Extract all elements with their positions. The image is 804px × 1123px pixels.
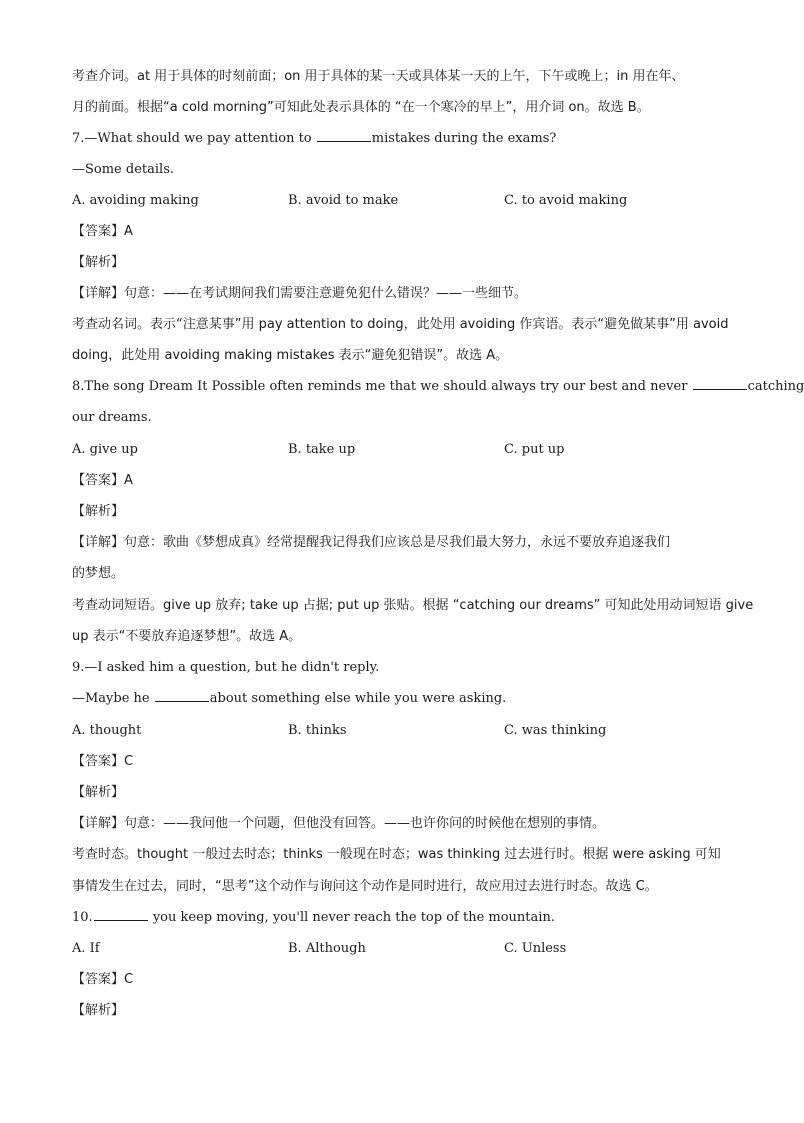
detail-line: 考查时态。thought 一般过去时态；thinks 一般现在时态；was thinking 过去进行时。根据 were asking 可知	[72, 847, 721, 862]
option-a: A. give up	[72, 442, 138, 457]
analysis-label: 【解析】	[72, 255, 125, 270]
option-b: B. avoid to make	[288, 193, 399, 208]
question-reply	[72, 689, 506, 709]
analysis-label: 【解析】	[72, 785, 125, 800]
question-text: you keep moving, you'll never reach the top of the mountain.	[148, 910, 555, 925]
detail-line: 【详解】句意：——在考试期间我们需要注意避免犯什么错误？——一些细节。	[72, 286, 528, 301]
option-c: C. put up	[504, 442, 565, 457]
option-c: C. to avoid making	[504, 193, 628, 208]
question-reply: —Some details.	[72, 162, 174, 177]
detail-line: 考查动名词。表示“注意某事”用 pay attention to doing，此处用 avoiding 作宾语。表示“避免做某事”用 avoid	[72, 317, 729, 332]
answer-label: 【答案】A	[72, 224, 133, 239]
detail-line: 【详解】句意：歌曲《梦想成真》经常提醒我记得我们应该总是尽我们最大努力，永远不要放弃追逐我们	[72, 535, 671, 550]
explanation-line: 考查介词。at 用于具体的时刻前面；on 用于具体的某一天或具体某一天的上午，下午或晚上；in 用在年、	[72, 69, 685, 84]
answer-blank	[317, 129, 371, 142]
question-text: 7.—What should we pay attention to	[72, 131, 316, 146]
option-c: C. was thinking	[504, 723, 607, 738]
answer-blank	[94, 908, 148, 921]
option-c: C. Unless	[504, 941, 567, 956]
question-text: catching	[747, 379, 804, 394]
question-number: 10.	[72, 910, 93, 925]
question-9: 9.—I asked him a question, but he didn't reply.	[72, 660, 380, 675]
detail-line: 考查动词短语。give up 放弃; take up 占据; put up 张贴。根据 “catching our dreams” 可知此处用动词短语 give	[72, 598, 754, 613]
question-text: —Maybe he	[72, 691, 154, 706]
answer-label: 【答案】A	[72, 473, 133, 488]
question-8	[72, 377, 804, 397]
question-7	[72, 129, 556, 149]
explanation-line: 月的前面。根据“a cold morning”可知此处表示具体的 “在一个寒冷的早上”，用介词 on。故选 B。	[72, 100, 650, 115]
detail-line: 事情发生在过去，同时，“思考”这个动作与询问这个动作是同时进行，故应用过去进行时态。故选 C。	[72, 879, 658, 894]
answer-blank	[693, 377, 747, 390]
answer-label: 【答案】C	[72, 754, 134, 769]
question-text: our dreams.	[72, 410, 152, 425]
option-a: A. If	[72, 941, 100, 956]
question-text: 8.The song Dream It Possible often reminds me that we should always try our best and never	[72, 379, 692, 394]
option-b: B. Although	[288, 941, 366, 956]
detail-line: up 表示“不要放弃追逐梦想”。故选 A。	[72, 629, 302, 644]
detail-line: doing，此处用 avoiding making mistakes 表示“避免犯错误”。故选 A。	[72, 348, 509, 363]
answer-label: 【答案】C	[72, 972, 134, 987]
question-text: about something else while you were asking.	[209, 691, 507, 706]
option-a: A. avoiding making	[72, 193, 199, 208]
option-a: A. thought	[72, 723, 142, 738]
option-b: B. thinks	[288, 723, 347, 738]
detail-line: 【详解】句意：——我问他一个问题，但他没有回答。——也许你问的时候他在想别的事情。	[72, 816, 606, 831]
detail-line: 的梦想。	[72, 566, 125, 581]
analysis-label: 【解析】	[72, 504, 125, 519]
answer-blank	[155, 689, 209, 702]
question-text: mistakes during the exams?	[371, 131, 557, 146]
question-10	[72, 908, 555, 928]
analysis-label: 【解析】	[72, 1003, 125, 1018]
option-b: B. take up	[288, 442, 356, 457]
